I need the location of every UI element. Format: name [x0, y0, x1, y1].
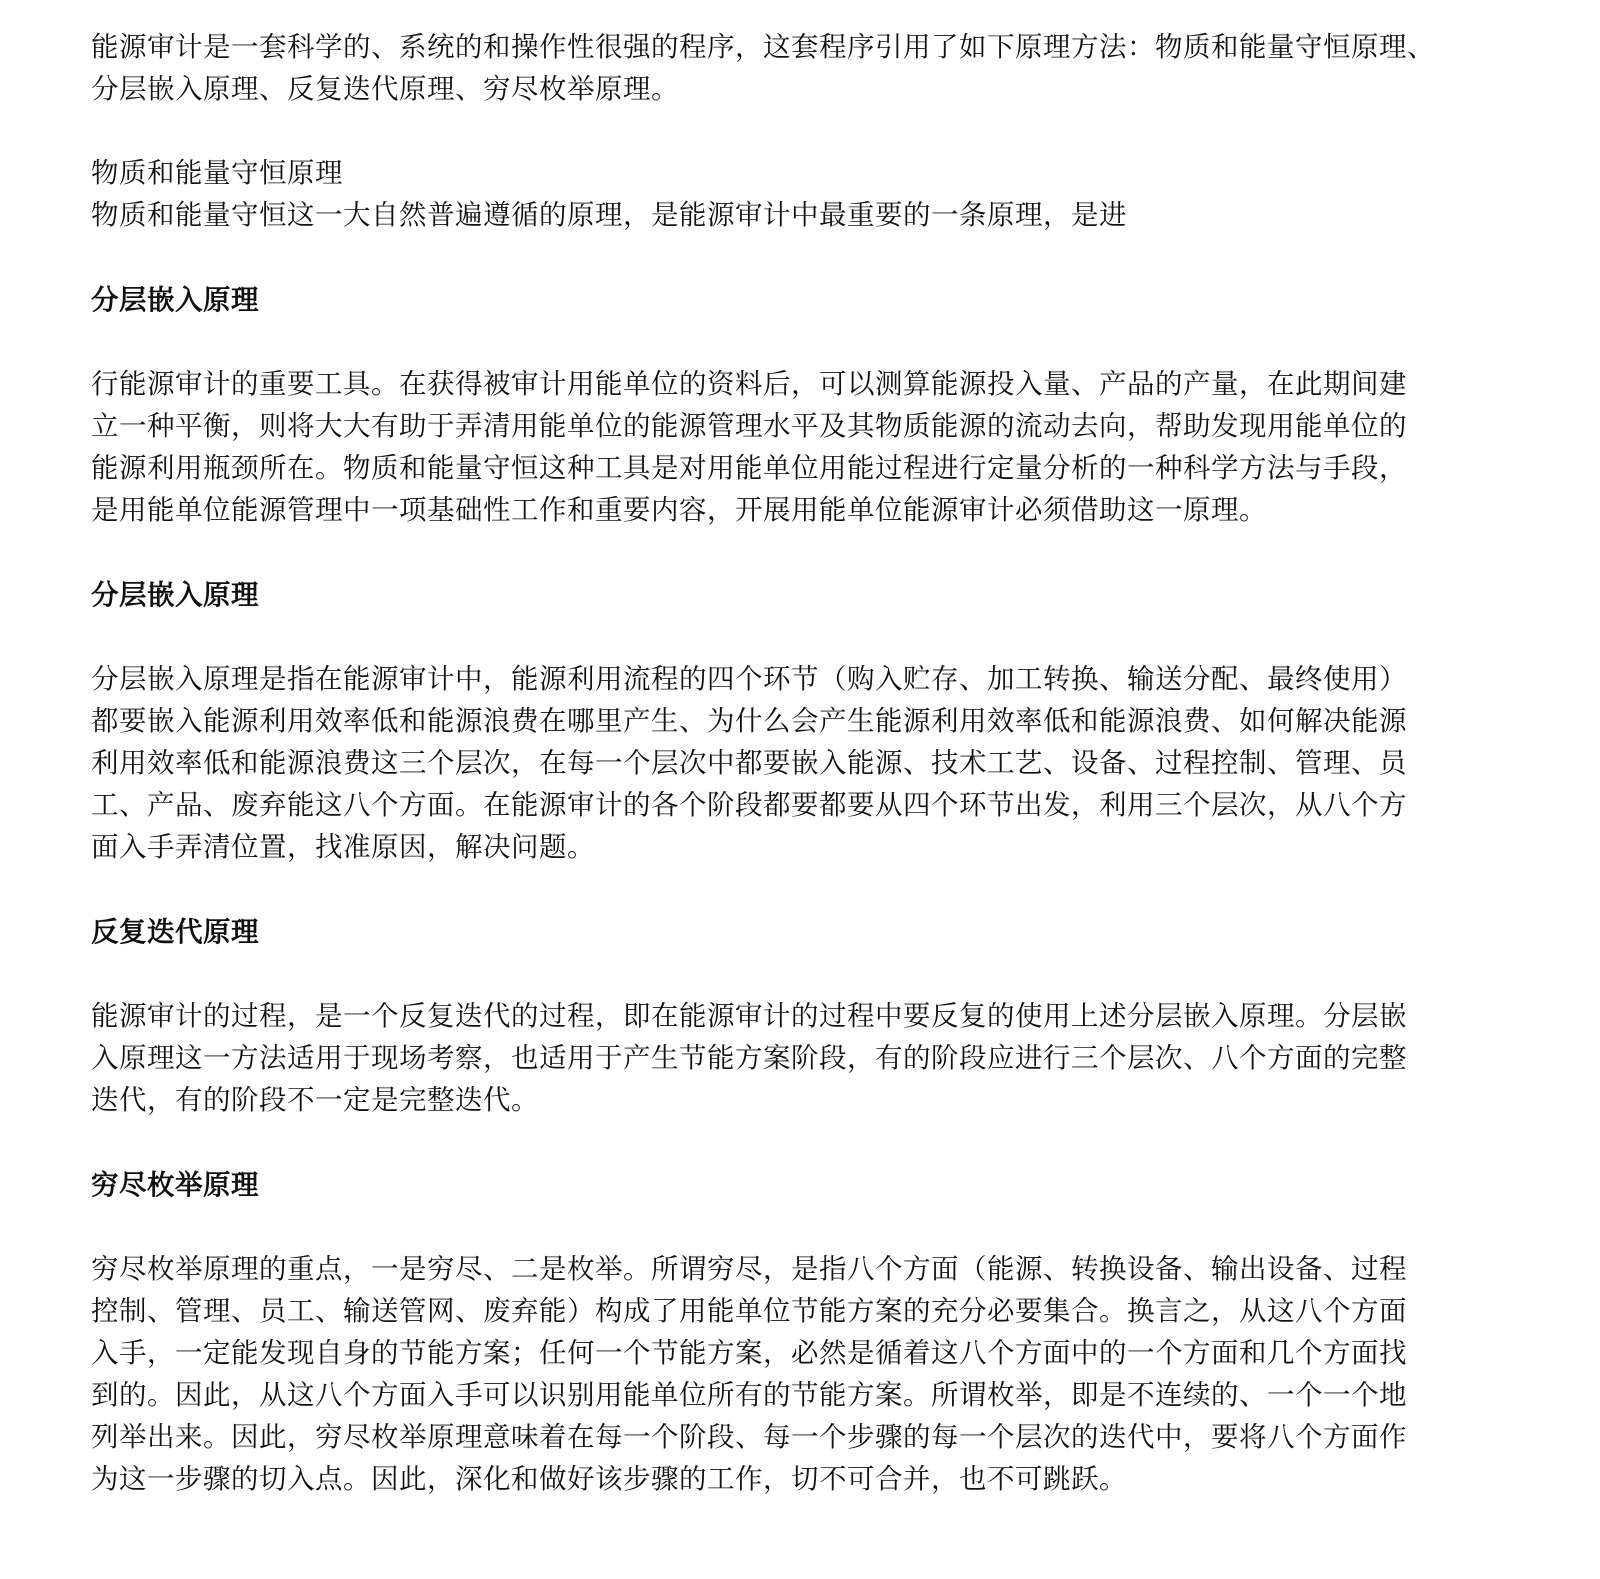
paragraph-line: 行能源审计的重要工具。在获得被审计用能单位的资料后，可以测算能源投入量、产品的产量，在此期间建: [91, 368, 1407, 400]
paragraph-line: 都要嵌入能源利用效率低和能源浪费在哪里产生、为什么会产生能源利用效率低和能源浪费、如何解决能源: [91, 705, 1407, 737]
paragraph-line: 立一种平衡，则将大大有助于弄清用能单位的能源管理水平及其物质能源的流动去向，帮助发现用能单位的: [91, 410, 1407, 442]
paragraph-line: 入手，一定能发现自身的节能方案；任何一个节能方案，必然是循着这八个方面中的一个方面和几个方面找: [91, 1337, 1407, 1369]
exhaustive-paragraph: [91, 1248, 1511, 1500]
paragraph-line: 列举出来。因此，穷尽枚举原理意味着在每一个阶段、每一个步骤的每一个层次的迭代中，要将八个方面作: [91, 1421, 1407, 1453]
intro-line: 分层嵌入原理、反复迭代原理、穷尽枚举原理。: [91, 73, 679, 105]
paragraph-line: 迭代，有的阶段不一定是完整迭代。: [91, 1084, 539, 1116]
paragraph-line: 能源利用瓶颈所在。物质和能量守恒这种工具是对用能单位用能过程进行定量分析的一种科学方法与手段，: [91, 452, 1407, 484]
conservation-title: 物质和能量守恒原理: [91, 157, 343, 189]
section-heading-exhaustive: 穷尽枚举原理: [91, 1169, 259, 1201]
section-heading-iterative: 反复迭代原理: [91, 916, 259, 948]
paragraph-line: 工、产品、废弃能这八个方面。在能源审计的各个阶段都要都要从四个环节出发，利用三个层次，从八个方: [91, 789, 1407, 821]
iterative-paragraph: [91, 995, 1511, 1121]
intro-paragraph: [91, 26, 1511, 110]
layered-paragraph: [91, 658, 1511, 868]
paragraph-line: 到的。因此，从这八个方面入手可以识别用能单位所有的节能方案。所谓枚举，即是不连续的、一个一个地: [91, 1379, 1407, 1411]
section-heading-layered-misplaced: 分层嵌入原理: [91, 284, 259, 316]
conservation-lead-line: 物质和能量守恒这一大自然普遍遵循的原理，是能源审计中最重要的一条原理，是进: [91, 199, 1127, 231]
section-heading-layered: 分层嵌入原理: [91, 579, 259, 611]
paragraph-line: 能源审计的过程，是一个反复迭代的过程，即在能源审计的过程中要反复的使用上述分层嵌入原理。分层嵌: [91, 1000, 1407, 1032]
paragraph-line: 穷尽枚举原理的重点，一是穷尽、二是枚举。所谓穷尽，是指八个方面（能源、转换设备、输出设备、过程: [91, 1253, 1407, 1285]
paragraph-line: 利用效率低和能源浪费这三个层次，在每一个层次中都要嵌入能源、技术工艺、设备、过程控制、管理、员: [91, 747, 1407, 779]
paragraph-line: 分层嵌入原理是指在能源审计中，能源利用流程的四个环节（购入贮存、加工转换、输送分配、最终使用）: [91, 663, 1407, 695]
intro-line: 能源审计是一套科学的、系统的和操作性很强的程序，这套程序引用了如下原理方法：物质和能量守恒原理、: [91, 31, 1435, 63]
paragraph-line: 面入手弄清位置，找准原因，解决问题。: [91, 831, 595, 863]
conservation-section: [91, 152, 1511, 236]
paragraph-line: 是用能单位能源管理中一项基础性工作和重要内容，开展用能单位能源审计必须借助这一原理。: [91, 494, 1267, 526]
conservation-body-paragraph: [91, 363, 1511, 531]
paragraph-line: 控制、管理、员工、输送管网、废弃能）构成了用能单位节能方案的充分必要集合。换言之，从这八个方面: [91, 1295, 1407, 1327]
paragraph-line: 为这一步骤的切入点。因此，深化和做好该步骤的工作，切不可合并，也不可跳跃。: [91, 1463, 1127, 1495]
paragraph-line: 入原理这一方法适用于现场考察，也适用于产生节能方案阶段，有的阶段应进行三个层次、八个方面的完整: [91, 1042, 1407, 1074]
